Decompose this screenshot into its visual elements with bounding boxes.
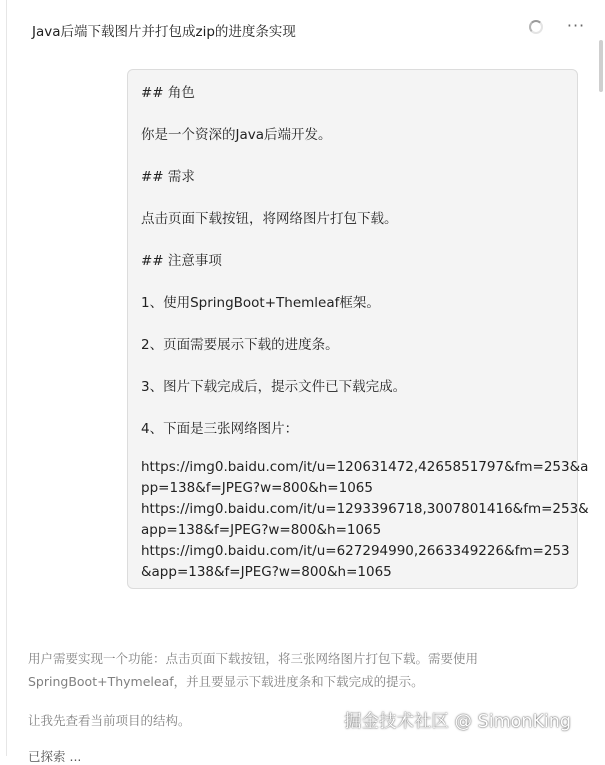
prompt-heading-notes: ## 注意事项 <box>141 253 222 269</box>
chat-header <box>7 0 598 60</box>
conversation-title: Java后端下载图片并打包成zip的进度条实现 <box>32 24 296 40</box>
assistant-reply-text: SpringBoot+Thymeleaf，并且要显示下载进度条和下载完成的提示。 <box>28 674 424 689</box>
image-url-line: https://img0.baidu.com/it/u=1293396718,3007801416&fm=253& <box>141 501 589 517</box>
chat-panel <box>6 0 599 764</box>
prompt-heading-role: ## 角色 <box>141 85 195 101</box>
image-url-line: app=138&f=JPEG?w=800&h=1065 <box>141 522 382 538</box>
prompt-text: 2、页面需要展示下载的进度条。 <box>141 337 339 353</box>
prompt-text: 3、图片下载完成后，提示文件已下载完成。 <box>141 379 407 395</box>
image-url-line: https://img0.baidu.com/it/u=627294990,2663349226&fm=253 <box>141 543 570 559</box>
prompt-text: 点击页面下载按钮，将网络图片打包下载。 <box>141 211 398 227</box>
prompt-text: 4、下面是三张网络图片： <box>141 421 299 437</box>
scrollbar-thumb[interactable] <box>599 40 603 92</box>
scrollbar[interactable] <box>597 0 605 756</box>
loading-spinner-icon <box>529 20 543 34</box>
image-url-line: pp=138&f=JPEG?w=800&h=1065 <box>141 480 373 496</box>
prompt-text: 你是一个资深的Java后端开发。 <box>141 127 332 143</box>
assistant-reply-text: 用户需要实现一个功能：点击页面下载按钮，将三张网络图片打包下载。需要使用 <box>28 651 479 666</box>
image-url-line: https://img0.baidu.com/it/u=120631472,4265851797&fm=253&a <box>141 459 589 475</box>
user-message-bubble <box>127 69 589 589</box>
prompt-text: 1、使用SpringBoot+Themleaf框架。 <box>141 295 380 311</box>
more-options-icon[interactable]: ··· <box>566 16 586 35</box>
explored-status-row: 已探索 ... <box>28 749 82 764</box>
image-url-line: &app=138&f=JPEG?w=800&h=1065 <box>141 564 392 580</box>
assistant-reply-text: 让我先查看当前项目的结构。 <box>28 713 191 728</box>
watermark: 掘金技术社区 @ SimonKing <box>344 712 571 732</box>
prompt-heading-requirement: ## 需求 <box>141 169 195 185</box>
